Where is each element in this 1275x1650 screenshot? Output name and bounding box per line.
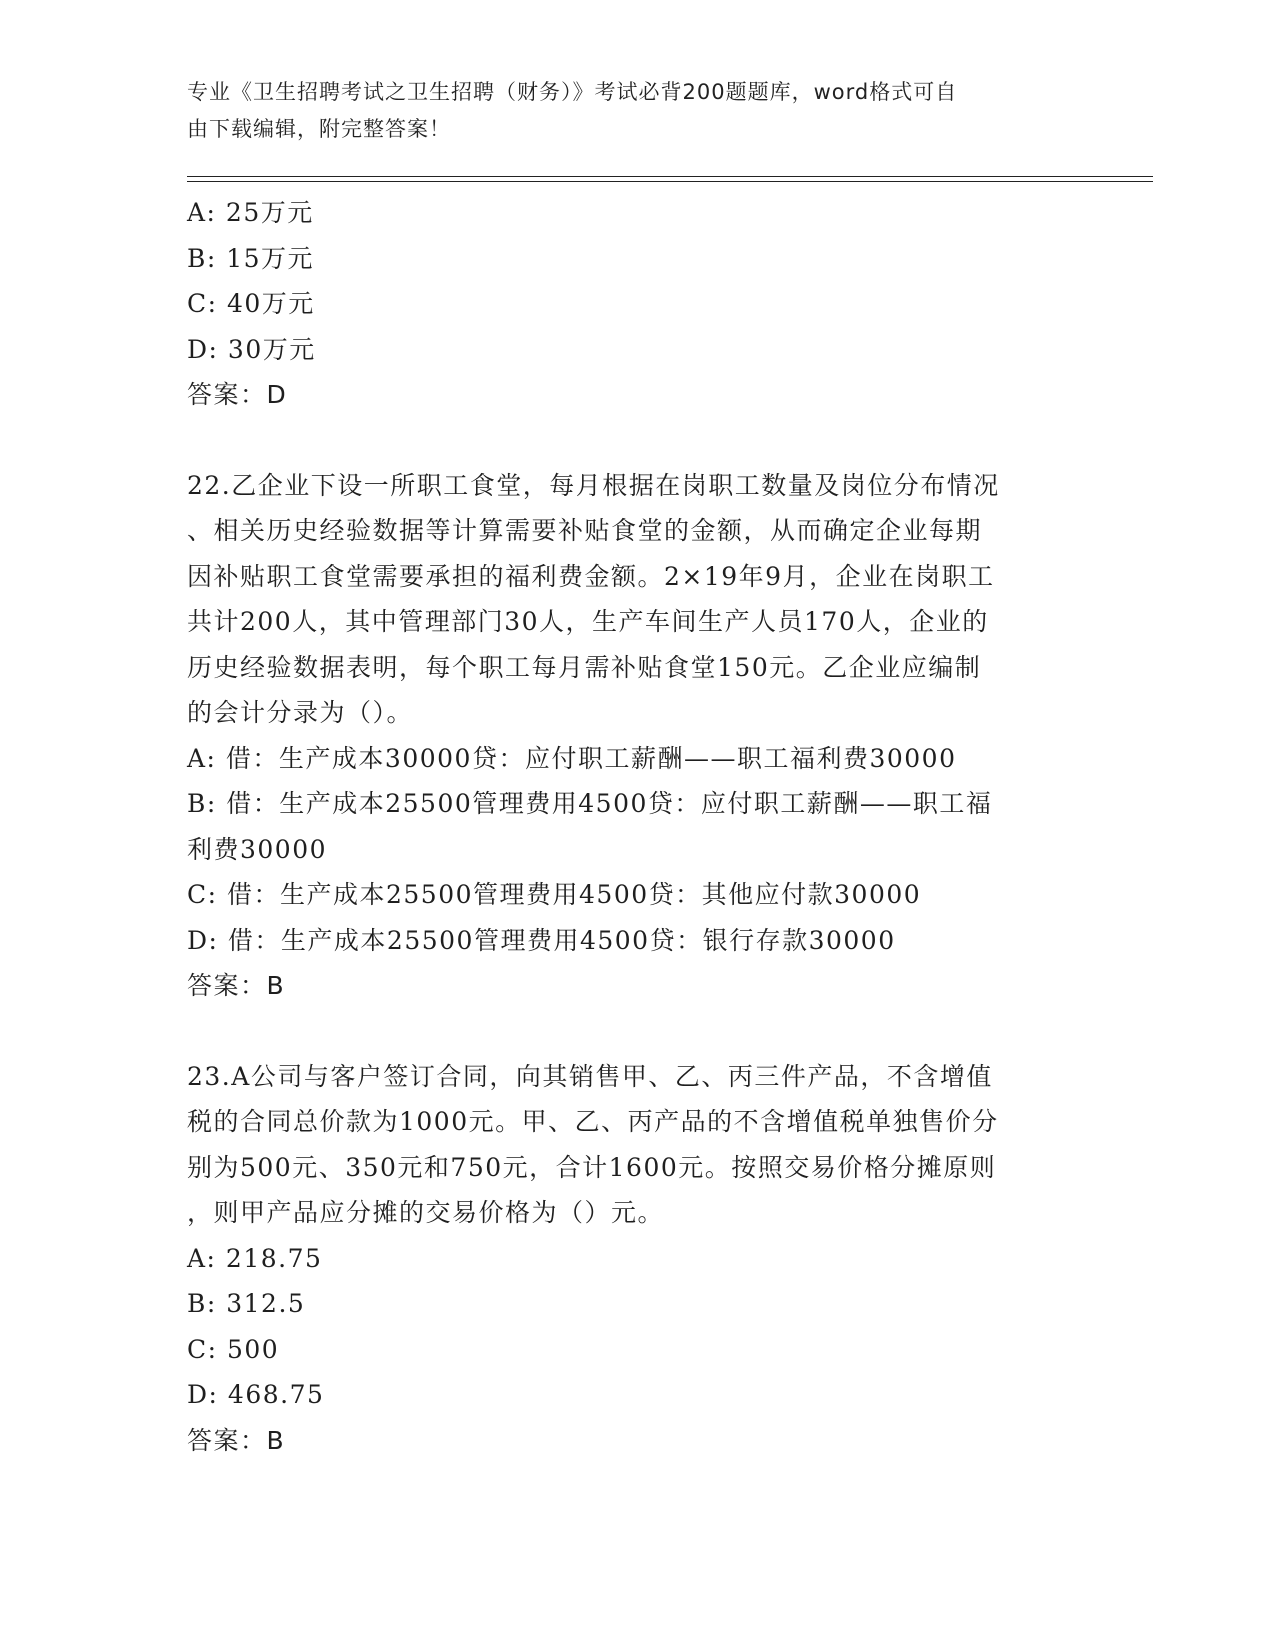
question-stem-line: 历史经验数据表明，每个职工每月需补贴食堂150元。乙企业应编制 bbox=[187, 652, 982, 682]
option-c: C: 500 bbox=[187, 1334, 280, 1364]
question-stem-line: 共计200人，其中管理部门30人，生产车间生产人员170人，企业的 bbox=[187, 607, 989, 636]
question-stem-line: 别为500元、350元和750元，合计1600元。按照交易价格分摊原则 bbox=[187, 1152, 997, 1182]
question-22 bbox=[187, 463, 1087, 1009]
answer-line: 答案：B bbox=[187, 971, 286, 1000]
option-c: C: 40万元 bbox=[187, 289, 315, 318]
option-a: A: 25万元 bbox=[187, 198, 314, 227]
question-23 bbox=[187, 1054, 1087, 1464]
header-line-1: 专业《卫生招聘考试之卫生招聘（财务）》考试必背200题题库，word格式可自 bbox=[187, 80, 958, 104]
question-stem-line: 、相关历史经验数据等计算需要补贴食堂的金额，从而确定企业每期 bbox=[187, 516, 983, 545]
option-c: C: 借：生产成本25500管理费用4500贷：其他应付款30000 bbox=[187, 880, 922, 909]
document-header bbox=[187, 74, 1067, 148]
answer-line: 答案：D bbox=[187, 380, 288, 409]
question-spacer bbox=[187, 418, 1087, 463]
option-b: B: 312.5 bbox=[187, 1289, 306, 1318]
header-divider-bottom bbox=[187, 181, 1153, 182]
question-stem-line: ，则甲产品应分摊的交易价格为（）元。 bbox=[187, 1198, 665, 1227]
option-d: D: 30万元 bbox=[187, 334, 316, 364]
option-b: B: 借：生产成本25500管理费用4500贷：应付职工薪酬——职工福 bbox=[187, 789, 993, 818]
question-stem-line: 税的合同总价款为1000元。甲、乙、丙产品的不含增值税单独售价分 bbox=[187, 1107, 999, 1136]
question-content bbox=[187, 190, 1087, 1463]
question-stem-line: 因补贴职工食堂需要承担的福利费金额。2×19年9月，企业在岗职工 bbox=[187, 561, 995, 591]
question-21 bbox=[187, 190, 1087, 418]
option-a: A: 借：生产成本30000贷：应付职工薪酬——职工福利费30000 bbox=[187, 743, 957, 773]
question-spacer bbox=[187, 1009, 1087, 1054]
option-a: A: 218.75 bbox=[187, 1243, 323, 1273]
option-d: D: 借：生产成本25500管理费用4500贷：银行存款30000 bbox=[187, 925, 896, 955]
question-stem-line: 23.A公司与客户签订合同，向其销售甲、乙、丙三件产品，不含增值 bbox=[187, 1061, 993, 1091]
question-stem-line: 22.乙企业下设一所职工食堂，每月根据在岗职工数量及岗位分布情况 bbox=[187, 470, 1000, 500]
question-stem-line: 的会计分录为（）。 bbox=[187, 698, 414, 727]
answer-line: 答案：B bbox=[187, 1425, 286, 1455]
header-line-2: 由下载编辑，附完整答案！ bbox=[187, 117, 451, 141]
option-b-continued: 利费30000 bbox=[187, 834, 328, 864]
option-b: B: 15万元 bbox=[187, 243, 315, 273]
header-divider-top bbox=[187, 176, 1153, 177]
option-d: D: 468.75 bbox=[187, 1380, 325, 1409]
